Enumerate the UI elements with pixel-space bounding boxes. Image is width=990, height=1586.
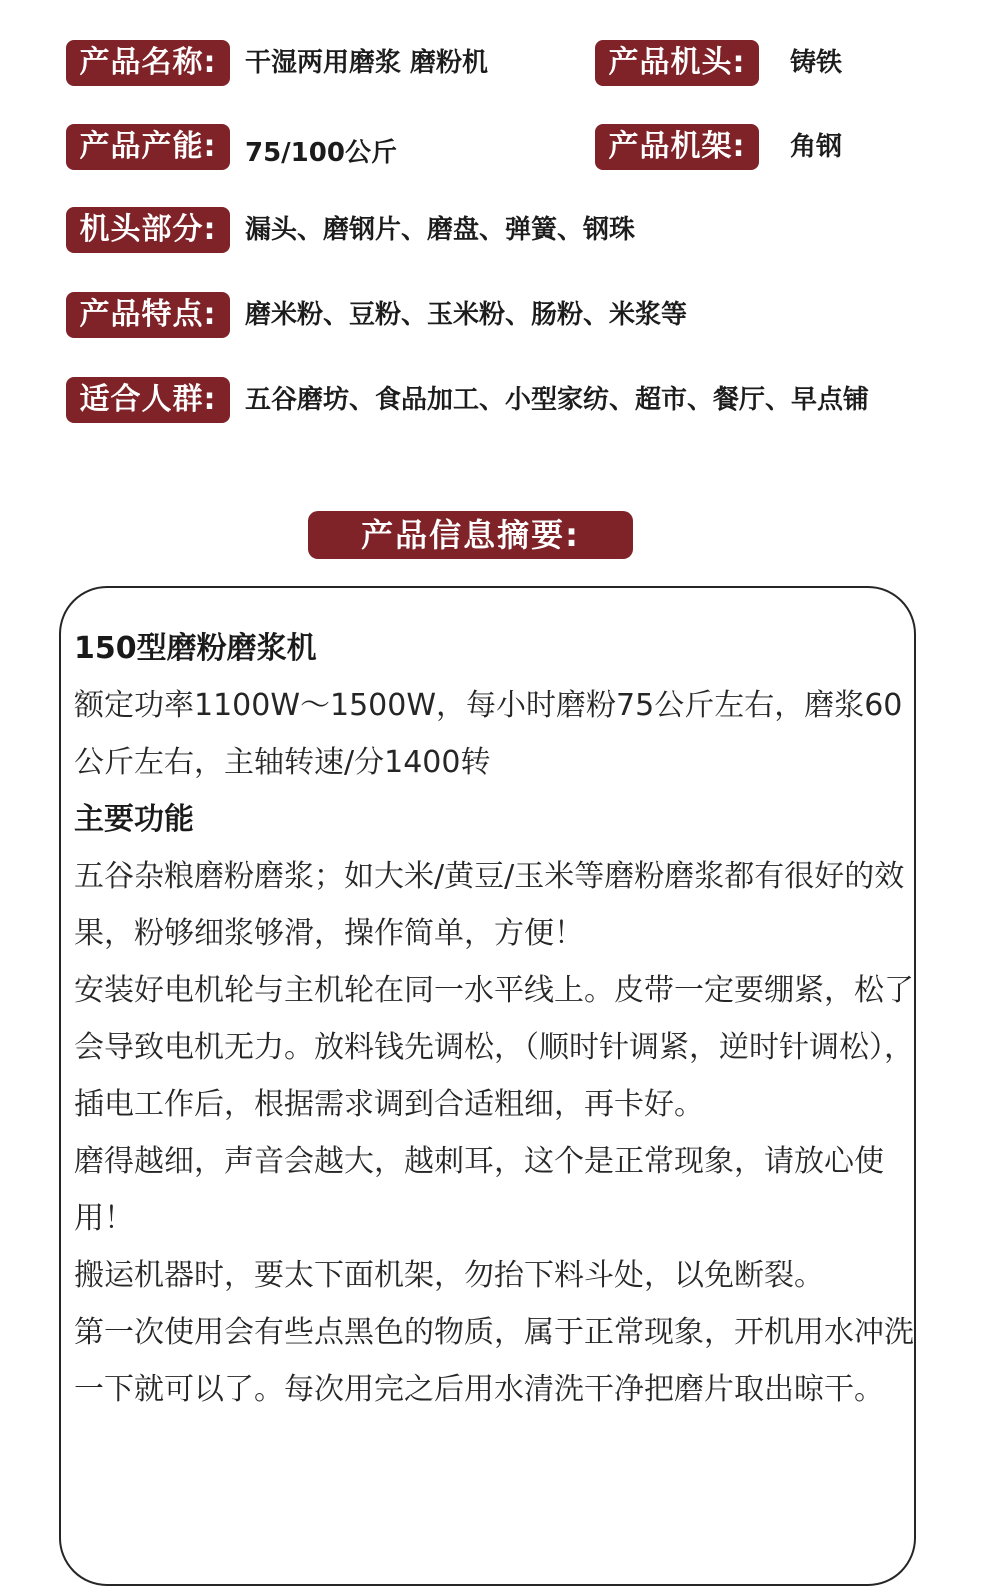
target-audience-value: 五谷磨坊、食品加工、小型家纺、超市、餐厅、早点铺	[245, 385, 870, 415]
summary-section-title: 产品信息摘要:	[308, 511, 633, 559]
product-head-value: 铸铁	[790, 48, 843, 78]
target-audience-label: 适合人群:	[66, 377, 230, 423]
product-name-label: 产品名称:	[66, 40, 230, 86]
product-frame-value: 角钢	[790, 132, 843, 162]
summary-content	[74, 620, 914, 1418]
function-heading: 主要功能	[74, 802, 194, 837]
product-capacity-label: 产品产能:	[66, 124, 230, 170]
product-features-value: 磨米粉、豆粉、玉米粉、肠粉、米浆等	[245, 300, 688, 330]
head-parts-label: 机头部分:	[66, 207, 230, 253]
function-paragraph-3: 磨得越细，声音会越大，越刺耳，这个是正常现象，请放心使用！	[74, 1144, 884, 1236]
product-features-label: 产品特点:	[66, 292, 230, 338]
function-paragraph-2: 安装好电机轮与主机轮在同一水平线上。皮带一定要绷紧，松了会导致电机无力。放料钱先调松，（顺时针调紧，逆时针调松），插电工作后，根据需求调到合适粗细，再卡好。	[74, 973, 914, 1122]
model-description: 额定功率1100W～1500W，每小时磨粉75公斤左右，磨浆60公斤左右，主轴转速/分1400转	[74, 688, 903, 780]
function-paragraph-4: 搬运机器时，要太下面机架，勿抬下料斗处，以免断裂。	[74, 1258, 824, 1293]
function-paragraph-5: 第一次使用会有些点黑色的物质，属于正常现象，开机用水冲洗一下就可以了。每次用完之后用水清洗干净把磨片取出晾干。	[74, 1315, 914, 1407]
product-capacity-value: 75/100公斤	[245, 138, 397, 168]
head-parts-value: 漏头、磨钢片、磨盘、弹簧、钢珠	[245, 215, 636, 245]
product-frame-label: 产品机架:	[595, 124, 759, 170]
product-head-label: 产品机头:	[595, 40, 759, 86]
product-name-value: 干湿两用磨浆 磨粉机	[245, 48, 489, 78]
model-heading: 150型磨粉磨浆机	[74, 631, 317, 666]
function-paragraph-1: 五谷杂粮磨粉磨浆；如大米/黄豆/玉米等磨粉磨浆都有很好的效果，粉够细浆够滑，操作简单，方便！	[74, 859, 905, 951]
